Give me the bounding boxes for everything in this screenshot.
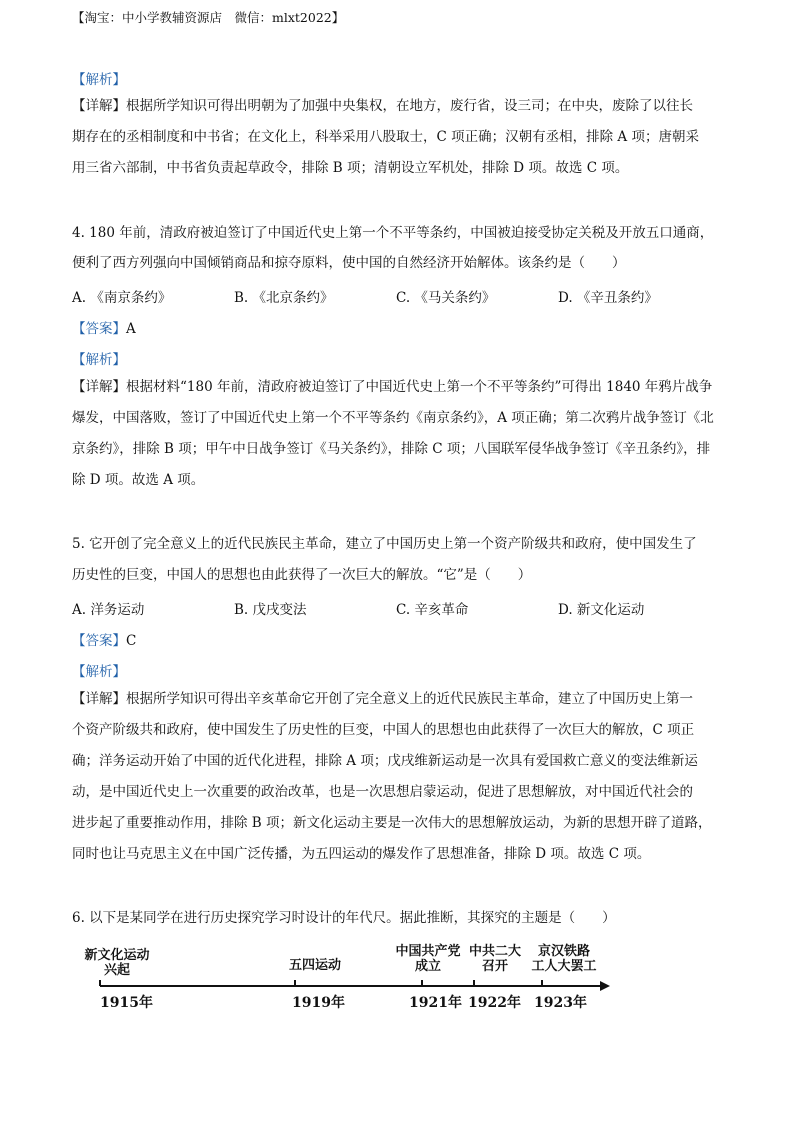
q4-stem-line: 4. 180 年前，清政府被迫签订了中国近代史上第一个不平等条约，中国被迫接受协定关税及开放五口通商， [72, 225, 714, 241]
q5-answer-label: 【答案】 [72, 633, 126, 649]
q4-answer-value: A [126, 321, 136, 337]
q5-detail-line: 动，是中国近代史上一次重要的政治改革，也是一次思想启蒙运动，促进了思想解放，对中国近代社会的 [72, 784, 693, 800]
timeline-event-line1: 中国共产党 [395, 944, 461, 959]
q3-detail-line: 用三省六部制，中书省负责起草政令，排除 B 项；清朝设立军机处，排除 D 项。故选 C 项。 [72, 160, 629, 176]
q5-detail-line: 确；洋务运动开始了中国的近代化进程，排除 A 项；戊戌维新运动是一次具有爱国救亡意义的变法维新运 [72, 753, 698, 769]
q3-analysis-label: 【解析】 [72, 72, 126, 88]
timeline-year: 1921年 [409, 995, 462, 1011]
timeline-year: 1922年 [468, 995, 521, 1011]
timeline-event-line2: 工人大罢工 [531, 959, 597, 974]
q4-analysis-label: 【解析】 [72, 352, 126, 368]
q5-stem-line: 5. 它开创了完全意义上的近代民族民主革命，建立了中国历史上第一个资产阶级共和政府，使中国发生了 [72, 536, 697, 552]
q3-detail-line: 期存在的丞相制度和中书省；在文化上，科举采用八股取士，C 项正确；汉朝有丞相，排除 A 项；唐朝采 [72, 129, 699, 145]
q4-option-d: D. 《辛丑条约》 [558, 290, 658, 306]
timeline-event-line1: 新文化运动 [84, 948, 150, 963]
q4-detail-line: 京条约》，排除 B 项；甲午中日战争签订《马关条约》，排除 C 项；八国联军侵华战争签订《辛丑条约》，排 [72, 441, 711, 457]
q5-option-c: C. 辛亥革命 [396, 602, 469, 618]
q4-option-c: C. 《马关条约》 [396, 290, 496, 306]
q6-stem: 6. 以下是某同学在进行历史探究学习时设计的年代尺。据此推断，其探究的主题是（ ） [72, 910, 616, 926]
timeline-event-line2: 召开 [481, 959, 508, 974]
q4-answer-label: 【答案】 [72, 321, 126, 337]
timeline-event [388, 944, 468, 974]
q4-option-a: A. 《南京条约》 [72, 290, 172, 306]
q5-analysis-label: 【解析】 [72, 664, 126, 680]
q5-option-a: A. 洋务运动 [72, 602, 145, 618]
q5-answer-value: C [126, 633, 137, 649]
header-watermark: 【淘宝：中小学教辅资源店 微信：mlxt2022】 [72, 10, 345, 25]
q4-detail-line: 【详解】根据材料“180 年前，清政府被迫签订了中国近代史上第一个不平等条约”可得出 1840 年鸦片战争 [72, 379, 713, 395]
q4-option-b: B. 《北京条约》 [234, 290, 334, 306]
q5-option-b: B. 戊戌变法 [234, 602, 307, 618]
timeline-event [270, 958, 360, 973]
q4-detail-line: 除 D 项。故选 A 项。 [72, 472, 205, 488]
q5-stem-line: 历史性的巨变，中国人的思想也由此获得了一次巨大的解放。“它”是（ ） [72, 567, 532, 583]
q5-detail-line: 个资产阶级共和政府，使中国发生了历史性的巨变，中国人的思想也由此获得了一次巨大的解放，C 项正 [72, 722, 695, 738]
timeline-event [520, 944, 608, 974]
timeline-event-line2: 成立 [414, 959, 441, 974]
q4-answer [72, 317, 136, 337]
timeline-year: 1923年 [534, 995, 587, 1011]
q4-detail-line: 爆发，中国落败，签订了中国近代史上第一个不平等条约《南京条约》，A 项正确；第二次鸦片战争签订《北 [72, 410, 714, 426]
timeline-arrowhead [600, 981, 610, 991]
q5-option-d: D. 新文化运动 [558, 602, 645, 618]
timeline-event [72, 948, 162, 978]
timeline-year: 1915年 [100, 995, 153, 1011]
q5-answer [72, 629, 136, 649]
q5-detail-line: 同时也让马克思主义在中国广泛传播，为五四运动的爆发作了思想准备，排除 D 项。故选 C 项。 [72, 846, 651, 862]
q4-stem-line: 便利了西方列强向中国倾销商品和掠夺原料，使中国的自然经济开始解体。该条约是（ ） [72, 255, 626, 271]
q5-detail-line: 进步起了重要推动作用，排除 B 项；新文化运动主要是一次伟大的思想解放运动，为新的思想开辟了道路， [72, 815, 712, 831]
timeline-event-line1: 中共二大 [468, 944, 521, 959]
q3-detail-line: 【详解】根据所学知识可得出明朝为了加强中央集权，在地方，废行省，设三司；在中央，废除了以往长 [72, 98, 693, 114]
timeline-event-line2: 兴起 [103, 963, 130, 978]
q5-detail-line: 【详解】根据所学知识可得出辛亥革命它开创了完全意义上的近代民族民主革命，建立了中国历史上第一 [72, 691, 693, 707]
timeline-event-line1: 五四运动 [288, 958, 341, 973]
timeline-ruler [72, 940, 632, 1020]
timeline-event-line1: 京汉铁路 [537, 944, 590, 959]
timeline-year: 1919年 [292, 995, 345, 1011]
